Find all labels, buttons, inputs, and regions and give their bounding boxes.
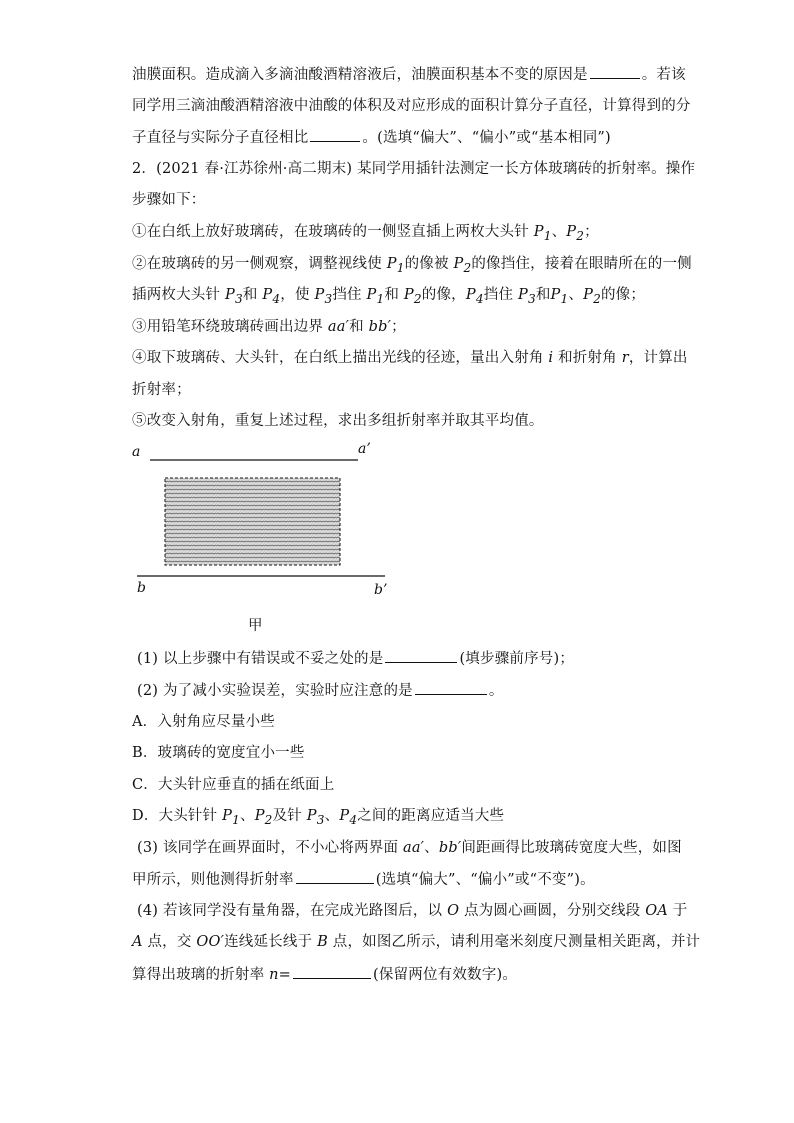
text-span: 甲所示，则他测得折射率 [132,872,294,888]
text-span: 和 [535,287,551,303]
option-c: C．大头针应垂直的插在纸面上 [132,777,335,793]
symbol: $P_2$ [254,808,273,827]
text-span: 的像挡住，接着在眼睛所在的一侧 [471,256,692,272]
symbol: $P_2$ [583,287,601,306]
answer-blank [415,680,487,695]
text-span: 点，如图乙所示，请利用毫米刻度尺测量相关距离，并计 [327,934,701,950]
text-span: ②在玻璃砖的另一侧观察，调整视线使 [132,256,387,272]
text-span: 和 [242,287,263,303]
text-span: 的像； [600,287,646,303]
text-span: ，使 [280,287,315,303]
text-span: ①在白纸上放好玻璃砖，在玻璃砖的一侧竖直插上两枚大头针 [132,224,534,240]
sub-question-4 [137,901,687,921]
answer-blank [296,869,374,884]
symbol: $P_1$ [366,287,385,306]
figure-caption: 甲 [248,618,263,634]
text-span: 2．(2021 春·江苏徐州·高二期末) 某同学用插针法测定一长方体玻璃砖的折射率。操作 [132,161,696,177]
sub-question-4-cont [132,932,700,952]
answer-blank [385,648,457,663]
symbol: $P_1$ [550,287,569,306]
text-span: 之间的距离应适当大些 [357,808,505,824]
symbol: $P_4$ [465,287,484,306]
symbol: aa′ [327,319,350,335]
text-span: 油膜面积。造成滴入多滴油酸酒精溶液后，油膜面积基本不变的原因是 [132,67,588,83]
symbol: bb′ [368,319,392,335]
text-span: 、 [324,808,340,824]
symbol: $P_3$ [314,287,333,306]
text-span: D．大头针针 [132,808,223,824]
text-span: 。若该 [641,67,686,83]
text-span: 同学用三滴油酸酒精溶液中油酸的体积及对应形成的面积计算分子直径，计算得到的分 [132,98,691,114]
text-span: 和 [384,287,404,303]
text-span: 折射率； [132,382,191,398]
symbol: aa′ [402,840,425,856]
text-span: 和折射角 [553,350,622,366]
text-span: ； [391,319,406,335]
text-span: 插两枚大头针 [132,287,226,303]
symbol: $P_3$ [225,287,243,306]
text-span: 间距画得比玻璃砖宽度大些，如图 [461,840,682,856]
symbol: n= [269,967,291,983]
text-span: (3) 该同学在画界面时，不小心将两界面 [137,840,403,856]
text-span: (1) 以上步骤中有错误或不妥之处的是 [137,651,384,667]
symbol: $P_2$ [566,224,585,243]
option-d [132,806,504,830]
symbol: $P_4$ [262,287,281,306]
text-span: 的像被 [404,256,454,272]
sub-question-3-cont [132,869,595,890]
text-span: 于 [667,903,688,919]
sub-question-1 [137,648,574,669]
sub-question-2 [137,680,504,701]
text-span: 、 [424,840,439,856]
text-span: (2) 为了减小实验误差，实验时应注意的是 [137,683,413,699]
symbol: $P_3$ [517,287,536,306]
glass-brick [165,478,340,565]
sub-question-3 [137,838,682,858]
answer-blank [293,964,371,979]
text-span: (4) 若该同学没有量角器，在完成光路图后，以 [137,903,448,919]
text-span: 及针 [272,808,307,824]
symbol: bb′ [438,840,462,856]
text-span: 的像， [421,287,466,303]
text-span: 、 [568,287,584,303]
text-span: 和 [349,319,369,335]
symbol: $P_2$ [453,256,472,275]
text-span: (选填“偏大”、“偏小”或“不变”)。 [375,872,595,888]
text-span: ； [584,224,599,240]
step-1: ①在白纸上放好玻璃砖，在玻璃砖的一侧竖直插上两枚大头针 $P_1$、$P_2$； [132,224,599,243]
label-a-prime: a’ [358,441,371,457]
text-span: ⑤改变入射角，重复上述过程，求出多组折射率并取其平均值。 [132,413,544,429]
symbol: O [447,903,460,919]
symbol: OO′ [196,934,225,950]
text-span: (填步骤前序号)； [459,651,575,667]
text-span: 步骤如下： [132,192,206,208]
label-b: b [137,580,146,596]
text-span: ④取下玻璃砖、大头针，在白纸上描出光线的径迹，量出入射角 [132,350,549,366]
text-span: ，计算出 [628,350,688,366]
symbol: $P_1$ [533,224,552,243]
text-span: 连线延长线于 [224,934,318,950]
symbol: $P_1$ [222,808,240,827]
symbol: $P_1$ [386,256,405,275]
text-span: 挡住 [483,287,518,303]
text-span: ③用铅笔环绕玻璃砖画出边界 [132,319,328,335]
symbol: A [132,934,143,950]
text-span: 挡住 [332,287,367,303]
symbol: i [548,350,554,366]
text-span: 点为圆心画圆，分别交线段 [459,903,646,919]
label-a: a [132,444,141,460]
text-span: 。 [488,683,504,699]
symbol: OA [645,903,668,919]
label-b-prime: b’ [374,582,388,598]
text-span: (保留两位有效数字)。 [373,967,518,983]
symbol: $P_2$ [403,287,422,306]
sub-question-4-end [132,964,517,985]
symbol: r [621,350,629,366]
text-span: 。(选填“偏大”、“偏小”或“基本相同”) [362,130,611,146]
option-b: B．玻璃砖的宽度宜小一些 [132,745,305,761]
symbol: B [317,934,328,950]
text-span: 、 [240,808,255,824]
text-span: 算得出玻璃的折射率 [132,967,270,983]
text-span: 子直径与实际分子直径相比 [132,130,309,146]
text-span: 点，交 [142,934,197,950]
option-a: A．入射角应尽量小些 [132,714,275,730]
symbol: $P_4$ [339,808,358,827]
symbol: $P_3$ [306,808,325,827]
